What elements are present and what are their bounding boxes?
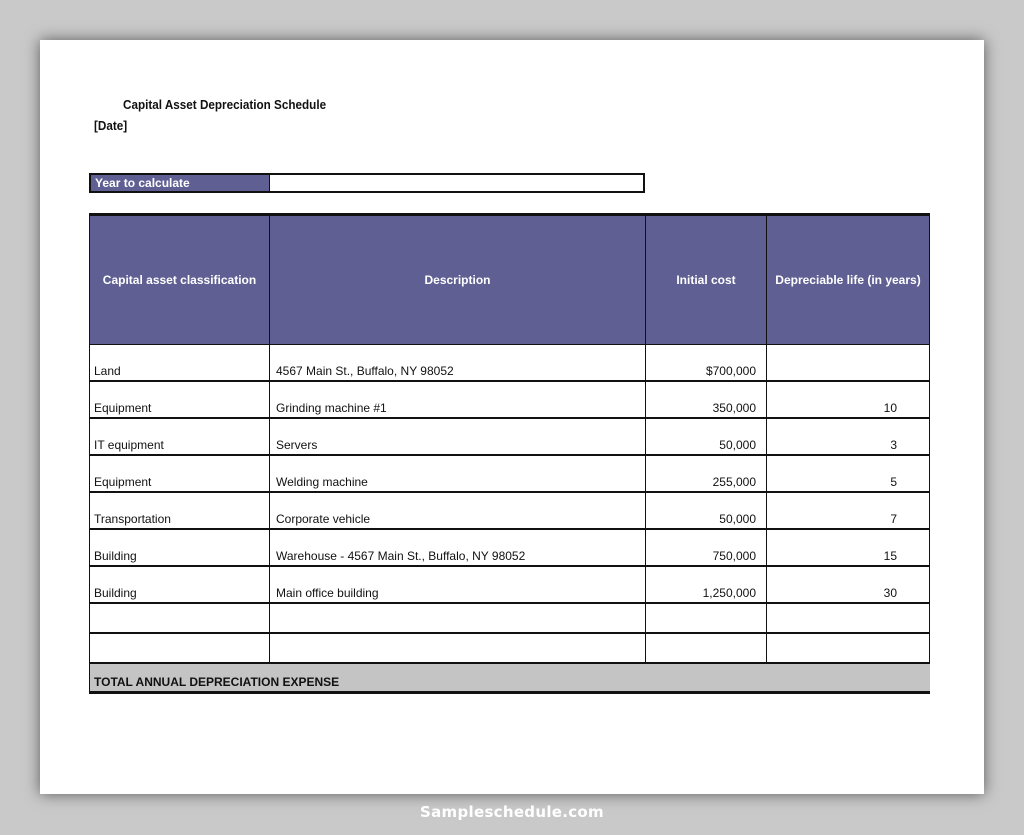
- cell-depreciable-life[interactable]: 5: [767, 455, 930, 492]
- cell-classification[interactable]: Land: [90, 345, 270, 382]
- table-row: [90, 566, 930, 603]
- table-row: [90, 381, 930, 418]
- year-to-calculate-input[interactable]: [270, 175, 643, 191]
- cell-classification[interactable]: Transportation: [90, 492, 270, 529]
- cell-initial-cost[interactable]: 50,000: [646, 492, 767, 529]
- cell-depreciable-life[interactable]: 10: [767, 381, 930, 418]
- cell-empty[interactable]: [646, 633, 767, 663]
- cell-description[interactable]: Servers: [270, 418, 646, 455]
- cell-empty[interactable]: [767, 633, 930, 663]
- cell-empty[interactable]: [646, 603, 767, 633]
- year-to-calculate-label: Year to calculate: [91, 175, 270, 191]
- table-row: [90, 418, 930, 455]
- cell-empty[interactable]: [90, 633, 270, 663]
- watermark-text: Sampleschedule.com: [420, 803, 604, 821]
- header-description: Description: [270, 215, 646, 345]
- cell-classification[interactable]: Equipment: [90, 381, 270, 418]
- document-title: Capital Asset Depreciation Schedule: [123, 97, 327, 112]
- header-depreciable-life: Depreciable life (in years): [767, 215, 930, 345]
- table-row-empty: [90, 633, 930, 663]
- cell-depreciable-life[interactable]: 15: [767, 529, 930, 566]
- depreciation-table: [89, 213, 930, 694]
- cell-depreciable-life[interactable]: [767, 345, 930, 382]
- cell-initial-cost[interactable]: 350,000: [646, 381, 767, 418]
- cell-classification[interactable]: IT equipment: [90, 418, 270, 455]
- cell-depreciable-life[interactable]: 30: [767, 566, 930, 603]
- cell-depreciable-life[interactable]: 7: [767, 492, 930, 529]
- table-row: [90, 345, 930, 382]
- cell-description[interactable]: Corporate vehicle: [270, 492, 646, 529]
- cell-classification[interactable]: Building: [90, 566, 270, 603]
- table-row: [90, 455, 930, 492]
- cell-empty[interactable]: [767, 603, 930, 633]
- cell-initial-cost[interactable]: 50,000: [646, 418, 767, 455]
- cell-description[interactable]: 4567 Main St., Buffalo, NY 98052: [270, 345, 646, 382]
- cell-empty[interactable]: [90, 603, 270, 633]
- cell-depreciable-life[interactable]: 3: [767, 418, 930, 455]
- table-header-row: [90, 215, 930, 345]
- total-row: [90, 663, 930, 693]
- header-initial-cost: Initial cost: [646, 215, 767, 345]
- cell-description[interactable]: Warehouse - 4567 Main St., Buffalo, NY 98052: [270, 529, 646, 566]
- cell-empty[interactable]: [270, 603, 646, 633]
- total-label: TOTAL ANNUAL DEPRECIATION EXPENSE: [90, 663, 930, 693]
- cell-empty[interactable]: [270, 633, 646, 663]
- cell-initial-cost[interactable]: $700,000: [646, 345, 767, 382]
- cell-initial-cost[interactable]: 255,000: [646, 455, 767, 492]
- cell-initial-cost[interactable]: 750,000: [646, 529, 767, 566]
- cell-description[interactable]: Grinding machine #1: [270, 381, 646, 418]
- year-to-calculate-row: [89, 173, 645, 193]
- cell-initial-cost[interactable]: 1,250,000: [646, 566, 767, 603]
- cell-description[interactable]: Welding machine: [270, 455, 646, 492]
- table-row-empty: [90, 603, 930, 633]
- document-date: [Date]: [94, 118, 128, 133]
- cell-description[interactable]: Main office building: [270, 566, 646, 603]
- table-row: [90, 529, 930, 566]
- cell-classification[interactable]: Building: [90, 529, 270, 566]
- cell-classification[interactable]: Equipment: [90, 455, 270, 492]
- table-row: [90, 492, 930, 529]
- header-classification: Capital asset classification: [90, 215, 270, 345]
